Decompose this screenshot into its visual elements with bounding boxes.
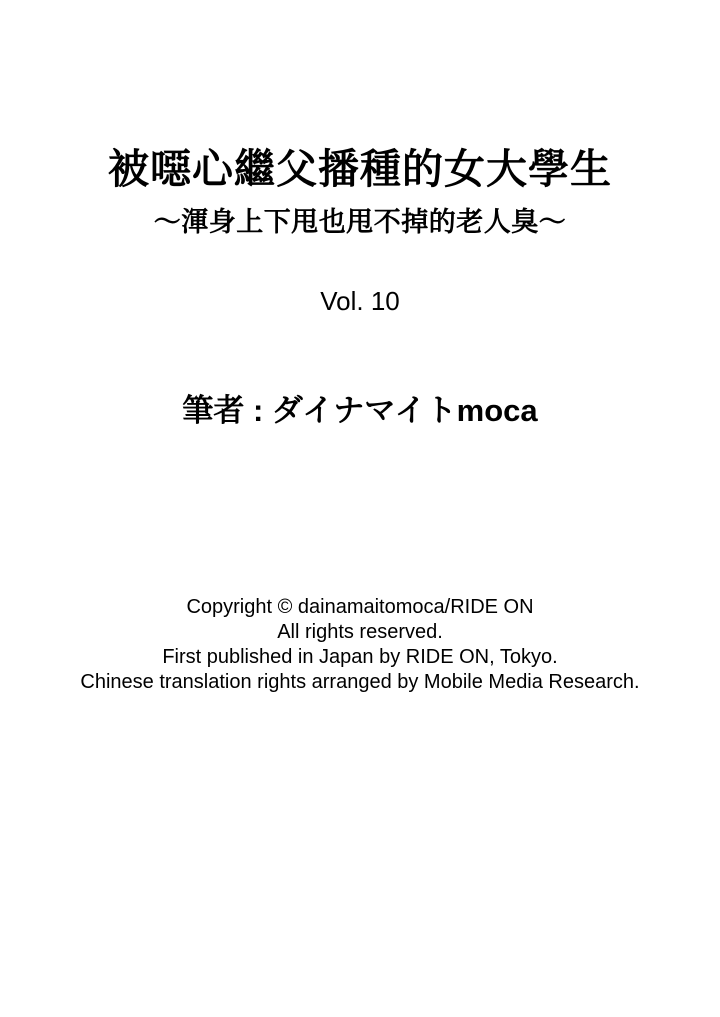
copyright-block bbox=[0, 595, 720, 695]
copyright-line-rights: All rights reserved. bbox=[277, 621, 443, 643]
copyright-line-translation: Chinese translation rights arranged by Mobile Media Research. bbox=[80, 671, 640, 693]
series-subtitle: ～渾身上下甩也甩不掉的老人臭～ bbox=[153, 207, 567, 237]
series-title: 被噁心繼父播種的女大學生 bbox=[108, 146, 612, 192]
copyright-line-publisher: First published in Japan by RIDE ON, Tokyo. bbox=[162, 646, 558, 668]
volume-number: Vol. 10 bbox=[320, 286, 400, 316]
author-credit: 筆者 : ダイナマイトmoca bbox=[182, 393, 538, 428]
copyright-line-holder: Copyright © dainamaitomoca/RIDE ON bbox=[186, 596, 534, 618]
